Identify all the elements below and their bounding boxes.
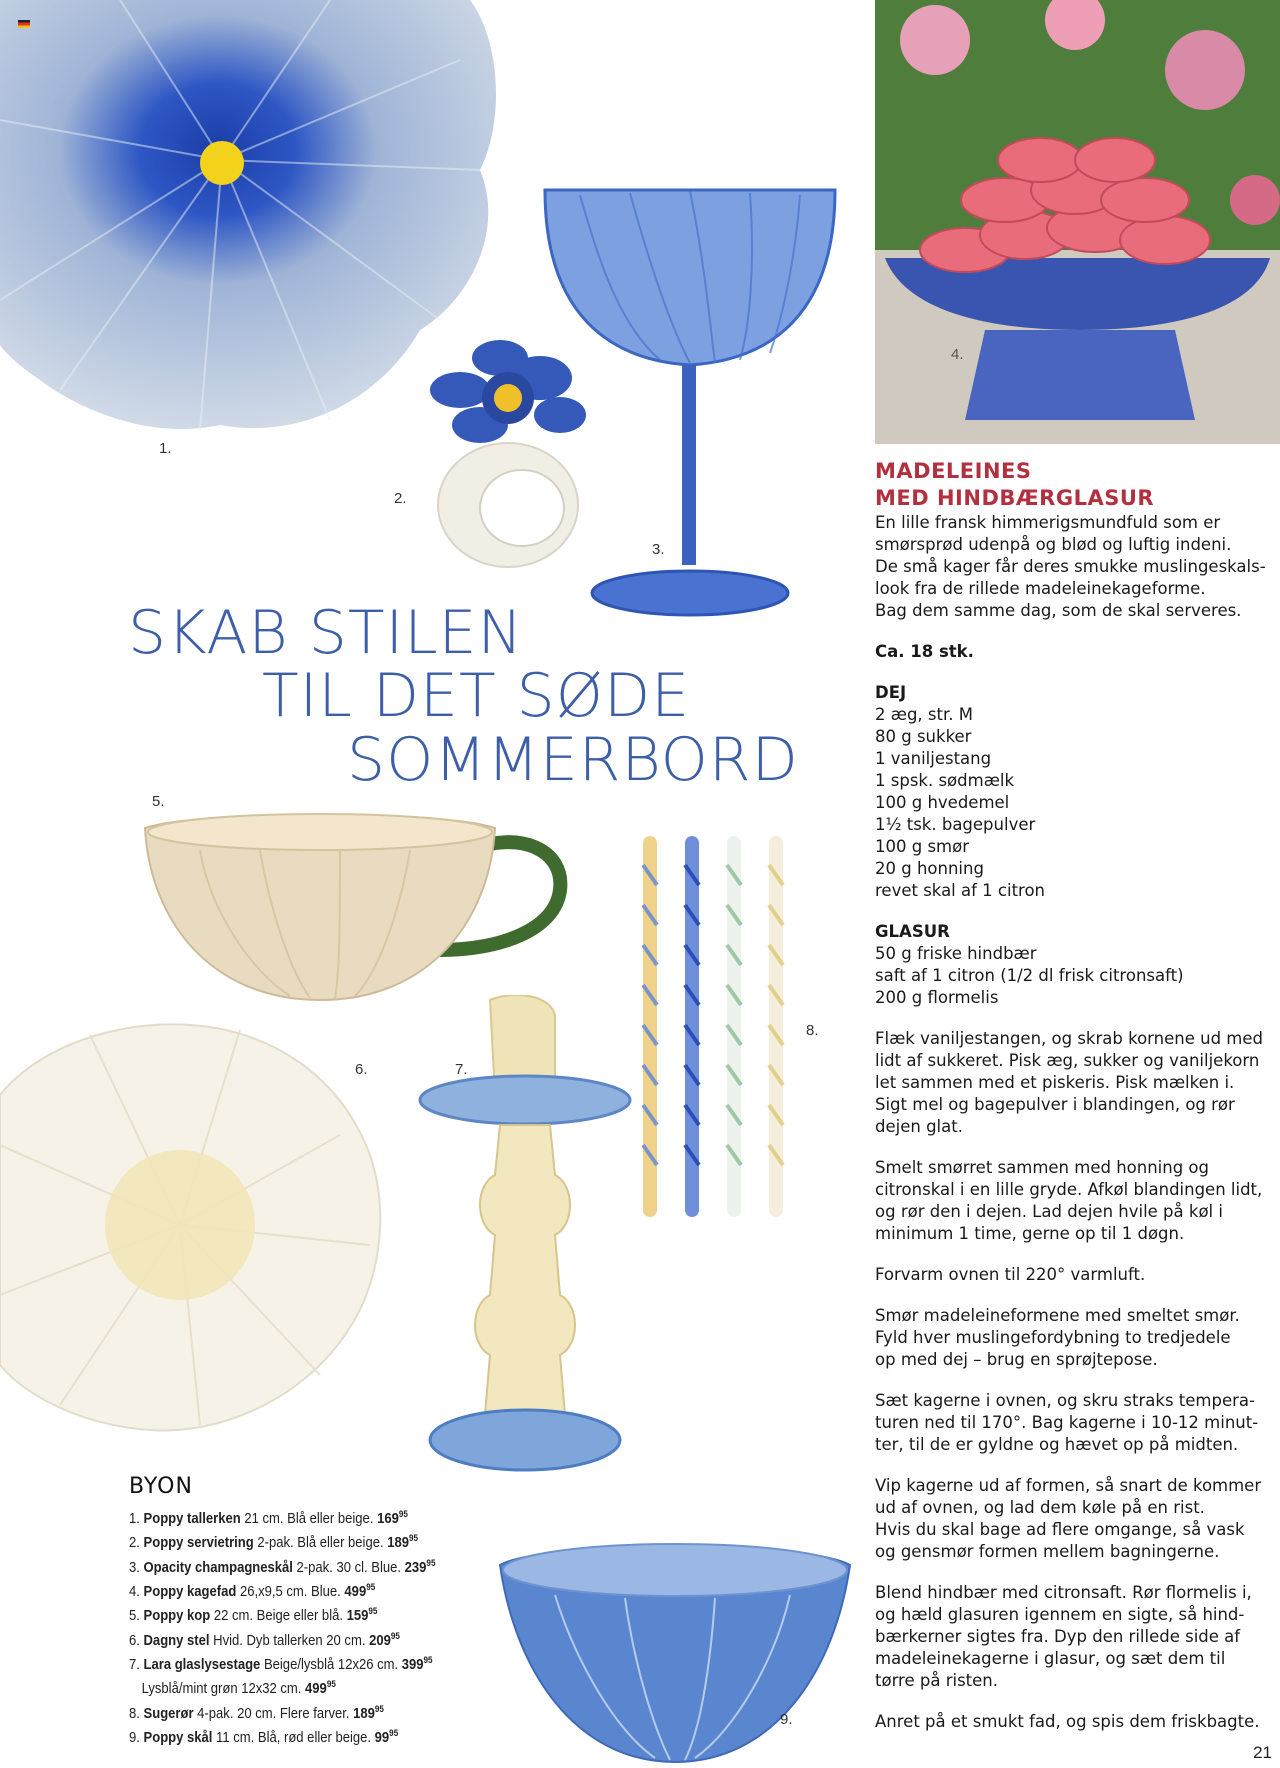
product-number: 7. — [129, 1656, 140, 1673]
recipe-steps — [875, 1009, 1280, 1733]
recipe-intro-line: look fra de rillede madeleinekageforme. — [875, 579, 1206, 598]
recipe-title-line-1: MADELEINES — [875, 459, 1032, 483]
recipe-step-line: citronskal i en lille gryde. Afkøl blandingen lidt, — [875, 1180, 1263, 1199]
product-price-cents: 95 — [368, 1606, 378, 1617]
product-number: 9. — [129, 1729, 140, 1746]
product-name: Poppy kagefad — [143, 1583, 237, 1600]
product-price-cents: 95 — [389, 1727, 399, 1738]
product-description: 2-pak. 30 cl. Blue. — [296, 1559, 402, 1576]
recipe-intro — [875, 512, 1280, 622]
ingredient: 1½ tsk. bagepulver — [875, 815, 1036, 834]
ingredient: 1 vaniljestang — [875, 749, 992, 768]
photo-number-2: 2. — [394, 490, 407, 507]
product-number: 1. — [129, 1510, 140, 1527]
product-price-cents: 95 — [366, 1581, 376, 1592]
product-number: 6. — [129, 1632, 140, 1649]
product-row — [129, 1651, 453, 1675]
product-price-cents: 95 — [398, 1509, 408, 1519]
product-name: Poppy tallerken — [143, 1510, 241, 1527]
photo-number-3: 3. — [652, 541, 665, 558]
brand-logo: BYON — [129, 1474, 193, 1499]
product-description: 26,x9,5 cm. Blue. — [239, 1583, 341, 1600]
product-price: 499 — [344, 1583, 367, 1600]
ingredient: 200 g flormelis — [875, 988, 999, 1007]
recipe-step-line: Hvis du skal bage ad flere omgange, så vask — [875, 1520, 1245, 1539]
ingredient: 50 g friske hindbær — [875, 944, 1037, 963]
recipe-step-line: og hæld glasuren igennem en sigte, så hind- — [875, 1605, 1245, 1624]
product-row — [129, 1554, 453, 1578]
product-price-cents: 95 — [426, 1557, 436, 1568]
product-description: Beige/lysblå 12x26 cm. — [263, 1656, 399, 1673]
recipe-step-line: og rør den i dejen. Lad dejen hvile på køl i — [875, 1202, 1223, 1221]
product-price: 499 — [305, 1681, 327, 1698]
photo-number-8: 8. — [806, 1022, 819, 1039]
headline-line-2: TIL DET SØDE — [262, 661, 691, 731]
straws-image — [630, 835, 800, 1220]
recipe-step-line: Flæk vaniljestangen, og skrab kornene ud med — [875, 1029, 1263, 1048]
product-row — [129, 1724, 453, 1748]
product-row — [129, 1627, 453, 1651]
recipe-step — [875, 1582, 1280, 1692]
photo-number-4: 4. — [951, 346, 964, 363]
candle-holder-image — [415, 995, 645, 1475]
product-name: Poppy kop — [143, 1608, 211, 1625]
recipe-intro-line: De små kager får deres smukke muslingeskals- — [875, 557, 1266, 576]
photo-number-7: 7. — [455, 1061, 468, 1078]
recipe-title-line-2: MED HINDBÆRGLASUR — [875, 486, 1155, 510]
product-price: 399 — [401, 1656, 424, 1673]
product-name: Lara glaslysestage — [143, 1656, 261, 1673]
product-number: 2. — [129, 1535, 140, 1552]
recipe-step-line: turen ned til 170°. Bag kagerne i 10-12 minut- — [875, 1413, 1259, 1432]
product-price: 169 — [377, 1510, 399, 1527]
recipe-step-line: lidt af sukkeret. Pisk æg, sukker og vaniljekorn — [875, 1051, 1260, 1070]
recipe-intro-line: smørsprød udenpå og blød og luftig indeni. — [875, 535, 1232, 554]
glaze-ingredients — [875, 943, 1280, 1009]
champagne-coupe-image — [540, 185, 840, 625]
product-list — [129, 1505, 489, 1748]
ingredient: 100 g hvedemel — [875, 793, 1010, 812]
recipe-step-line: Vip kagerne ud af formen, så snart de kommer — [875, 1476, 1262, 1495]
product-price: 159 — [346, 1608, 369, 1625]
recipe-step — [875, 1028, 1280, 1138]
ingredient: saft af 1 citron (1/2 dl frisk citronsaft) — [875, 966, 1184, 985]
product-price: 99 — [374, 1729, 390, 1746]
headline-line-1: SKAB STILEN — [128, 598, 524, 668]
photo-number-9: 9. — [780, 1711, 793, 1728]
product-name: Opacity champagneskål — [143, 1559, 293, 1576]
product-number: 5. — [129, 1608, 140, 1625]
product-price: 239 — [404, 1559, 427, 1576]
product-price: 189 — [387, 1535, 410, 1552]
recipe-step-line: Sæt kagerne i ovnen, og skru straks tempera- — [875, 1391, 1255, 1410]
recipe-step-line: tørre på risten. — [875, 1671, 998, 1690]
product-name: Poppy skål — [143, 1729, 213, 1746]
dagny-plate-image — [0, 1015, 385, 1435]
recipe-step-line: Smør madeleineformene med smeltet smør. — [875, 1306, 1240, 1325]
product-row — [129, 1578, 453, 1602]
dough-ingredients — [875, 704, 1280, 902]
recipe-step-line: minimum 1 time, gerne op til 1 døgn. — [875, 1224, 1185, 1243]
recipe-step-line: Forvarm ovnen til 220° varmluft. — [875, 1265, 1146, 1284]
recipe-step-line: let sammen med et piskeris. Pisk mælken i. — [875, 1073, 1235, 1092]
recipe-step-line: ter, til de er gyldne og hævet op på midten. — [875, 1435, 1239, 1454]
product-price: 209 — [369, 1632, 391, 1649]
ingredient: 20 g honning — [875, 859, 984, 878]
ingredient: 1 spsk. sødmælk — [875, 771, 1015, 790]
product-name: Poppy servietring — [143, 1535, 254, 1552]
product-row — [129, 1529, 453, 1553]
headline-line-3: SOMMERBORD — [347, 725, 799, 795]
recipe-step-line: bærkerner sigtes fra. Dyp den rillede side af — [875, 1627, 1241, 1646]
product-description: Lysblå/mint grøn 12x32 cm. — [141, 1681, 302, 1698]
product-name: Sugerør — [143, 1705, 194, 1722]
product-name: Dagny stel — [143, 1632, 210, 1649]
product-number: 4. — [129, 1583, 140, 1600]
product-price-cents: 95 — [409, 1533, 419, 1544]
product-description: 22 cm. Beige eller blå. — [213, 1608, 343, 1625]
product-number: 3. — [129, 1559, 140, 1576]
product-description: 4-pak. 20 cm. Flere farver. — [197, 1705, 350, 1722]
recipe-yield: Ca. 18 stk. — [875, 642, 974, 661]
ingredient: 80 g sukker — [875, 727, 972, 746]
poppy-cup-image — [140, 810, 570, 1005]
product-price-cents: 95 — [423, 1654, 433, 1665]
product-row — [129, 1602, 453, 1626]
poppy-bowl-image — [495, 1540, 855, 1765]
recipe-step-line: og gensmør formen mellem bagningerne. — [875, 1542, 1220, 1561]
recipe-step — [875, 1475, 1280, 1563]
product-price-cents: 95 — [326, 1679, 336, 1690]
product-description: 2-pak. Blå eller beige. — [257, 1535, 384, 1552]
recipe-step — [875, 1264, 1280, 1286]
product-row — [129, 1700, 453, 1724]
recipe-step-line: madeleinekagerne i glasur, og sæt dem til — [875, 1649, 1226, 1668]
ingredient: revet skal af 1 citron — [875, 881, 1046, 900]
recipe-step-line: Fyld hver muslingefordybning to tredjedele — [875, 1328, 1231, 1347]
recipe-step-line: Blend hindbær med citronsaft. Rør flormelis i, — [875, 1583, 1252, 1602]
flag-icon — [18, 20, 30, 28]
recipe-step-line: Smelt smørret sammen med honning og — [875, 1158, 1209, 1177]
madeleines-photo — [875, 0, 1280, 444]
product-row — [129, 1505, 453, 1529]
ingredient: 100 g smør — [875, 837, 970, 856]
recipe-step — [875, 1305, 1280, 1371]
photo-number-1: 1. — [159, 440, 172, 457]
page-number: 21 — [1253, 1743, 1272, 1762]
recipe-step — [875, 1711, 1280, 1733]
recipe-step-line: op med dej – brug en sprøjtepose. — [875, 1350, 1158, 1369]
product-price-cents: 95 — [374, 1703, 384, 1714]
recipe-step-line: Anret på et smukt fad, og spis dem friskbagte. — [875, 1712, 1260, 1731]
recipe-step — [875, 1390, 1280, 1456]
recipe — [875, 458, 1280, 1733]
product-row — [129, 1675, 453, 1699]
product-description: 21 cm. Blå eller beige. — [244, 1510, 374, 1527]
glaze-heading: GLASUR — [875, 922, 950, 941]
recipe-step-line: ud af ovnen, og lad dem køle på en rist. — [875, 1498, 1205, 1517]
recipe-intro-line: Bag dem samme dag, som de skal serveres. — [875, 601, 1242, 620]
ingredient: 2 æg, str. M — [875, 705, 973, 724]
product-description: Hvid. Dyb tallerken 20 cm. — [213, 1632, 366, 1649]
product-description: 11 cm. Blå, rød eller beige. — [216, 1729, 372, 1746]
product-number: 8. — [129, 1705, 140, 1722]
recipe-intro-line: En lille fransk himmerigsmundfuld som er — [875, 513, 1221, 532]
recipe-step-line: dejen glat. — [875, 1117, 963, 1136]
photo-number-5: 5. — [152, 793, 165, 810]
photo-number-6: 6. — [355, 1061, 368, 1078]
recipe-step-line: Sigt mel og bagepulver i blandingen, og rør — [875, 1095, 1235, 1114]
product-price: 189 — [353, 1705, 375, 1722]
product-price-cents: 95 — [390, 1630, 400, 1641]
recipe-step — [875, 1157, 1280, 1245]
dough-heading: DEJ — [875, 683, 907, 702]
